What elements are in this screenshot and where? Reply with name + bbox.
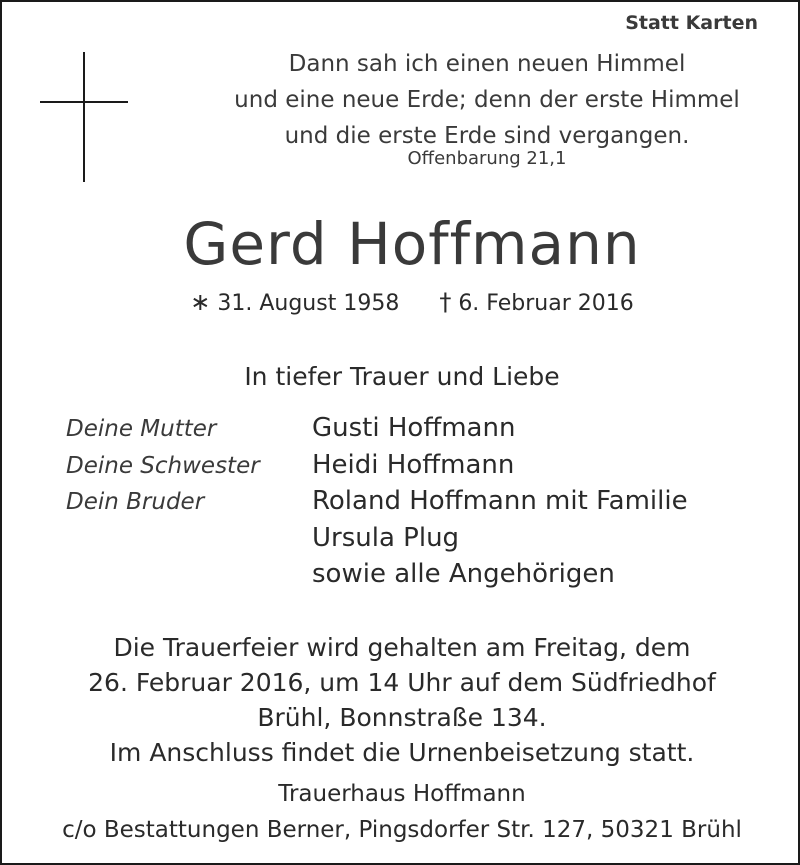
bible-verse — [212, 46, 762, 154]
verse-line: Dann sah ich einen neuen Himmel — [288, 51, 686, 77]
death-date: 6. Februar 2016 — [458, 291, 634, 316]
house-title: Trauerhaus Hoffmann — [278, 781, 526, 807]
statt-karten-label: Statt Karten — [625, 12, 758, 34]
cross-icon — [40, 52, 128, 182]
mourner-name: Roland Hoffmann mit Familie — [312, 486, 688, 516]
mourning-house — [2, 776, 800, 848]
death-cross-icon: † — [439, 288, 452, 316]
deceased-name: Gerd Hoffmann — [183, 210, 641, 278]
ceremony-line: 26. Februar 2016, um 14 Uhr auf dem Südfriedhof — [88, 668, 716, 697]
ceremony-line: Brühl, Bonnstraße 134. — [257, 703, 547, 732]
mourner-name: Heidi Hoffmann — [312, 450, 515, 480]
mourner-relation: Dein Bruder — [66, 489, 205, 515]
mourning-intro: In tiefer Trauer und Liebe — [244, 362, 560, 391]
verse-line: und die erste Erde sind vergangen. — [284, 123, 690, 149]
ceremony-info — [2, 630, 800, 770]
life-dates — [2, 288, 800, 316]
house-address: c/o Bestattungen Berner, Pingsdorfer Str. 127, 50321 Brühl — [62, 817, 742, 843]
mourner-name: Ursula Plug — [312, 523, 460, 553]
birth-date: 31. August 1958 — [217, 291, 400, 316]
mourner-relation: Deine Schwester — [66, 453, 260, 479]
ceremony-line: Die Trauerfeier wird gehalten am Freitag, dem — [113, 633, 691, 662]
mourner-name: Gusti Hoffmann — [312, 413, 516, 443]
verse-line: und eine neue Erde; denn der erste Himmel — [234, 87, 740, 113]
verse-reference: Offenbarung 21,1 — [407, 148, 567, 169]
ceremony-line: Im Anschluss findet die Urnenbeisetzung statt. — [109, 738, 695, 767]
mourner-name: sowie alle Angehörigen — [312, 559, 615, 589]
mourner-relation: Deine Mutter — [66, 416, 217, 442]
birth-star-icon: ∗ — [190, 288, 211, 316]
